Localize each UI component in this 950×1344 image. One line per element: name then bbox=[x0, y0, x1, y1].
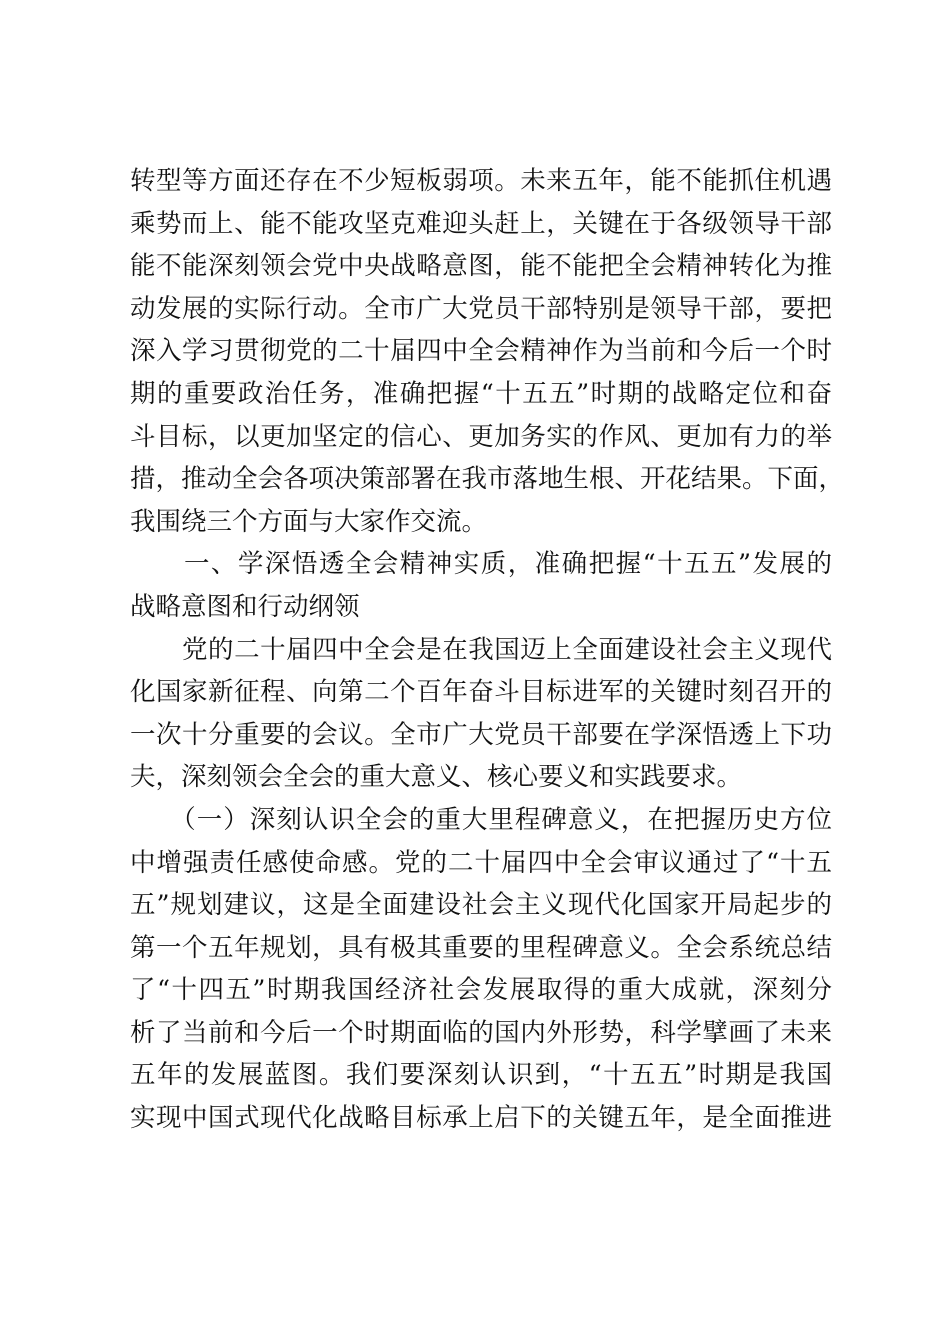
text-line-19: 第一个五年规划，具有极其重要的里程碑意义。全会系统总结 bbox=[130, 932, 832, 963]
text-line-6: 期的重要政治任务，准确把握“十五五”时期的战略定位和奋 bbox=[130, 378, 832, 409]
text-line-20: 了“十四五”时期我国经济社会发展取得的重大成就，深刻分 bbox=[130, 975, 832, 1006]
section-heading-line-1: 一、学深悟透全会精神实质，准确把握“十五五”发展的 bbox=[130, 549, 832, 580]
text-line-12: 党的二十届四中全会是在我国迈上全面建设社会主义现代 bbox=[130, 634, 832, 665]
text-line-2: 乘势而上、能不能攻坚克难迎头赶上，关键在于各级领导干部 bbox=[130, 208, 832, 239]
text-line-17: 中增强责任感使命感。党的二十届四中全会审议通过了“十五 bbox=[130, 847, 832, 878]
section-heading-line-2: 战略意图和行动纲领 bbox=[130, 591, 360, 622]
text-line-1: 转型等方面还存在不少短板弱项。未来五年，能不能抓住机遇 bbox=[130, 166, 832, 196]
subsection-line-1: （一）深刻认识全会的重大里程碑意义，在把握历史方位 bbox=[130, 804, 832, 835]
text-line-3: 能不能深刻领会党中央战略意图，能不能把全会精神转化为推 bbox=[130, 251, 832, 282]
text-line-14: 一次十分重要的会议。全市广大党员干部要在学深悟透上下功 bbox=[130, 719, 832, 750]
text-line-23: 实现中国式现代化战略目标承上启下的关键五年，是全面推进 bbox=[130, 1103, 832, 1134]
text-line-15: 夫，深刻领会全会的重大意义、核心要义和实践要求。 bbox=[130, 762, 743, 793]
text-line-8: 措，推动全会各项决策部署在我市落地生根、开花结果。下面， bbox=[130, 464, 845, 495]
text-line-7: 斗目标，以更加坚定的信心、更加务实的作风、更加有力的举 bbox=[130, 421, 832, 452]
text-line-4: 动发展的实际行动。全市广大党员干部特别是领导干部，要把 bbox=[130, 293, 832, 324]
text-line-22: 五年的发展蓝图。我们要深刻认识到，“十五五”时期是我国 bbox=[130, 1060, 832, 1091]
text-line-13: 化国家新征程、向第二个百年奋斗目标进军的关键时刻召开的 bbox=[130, 677, 832, 708]
text-line-18: 五”规划建议，这是全面建设社会主义现代化国家开局起步的 bbox=[130, 890, 832, 921]
document-page bbox=[130, 160, 845, 1140]
text-line-5: 深入学习贯彻党的二十届四中全会精神作为当前和今后一个时 bbox=[130, 336, 832, 367]
text-line-21: 析了当前和今后一个时期面临的国内外形势，科学擘画了未来 bbox=[130, 1017, 832, 1048]
text-line-9: 我围绕三个方面与大家作交流。 bbox=[130, 506, 488, 537]
